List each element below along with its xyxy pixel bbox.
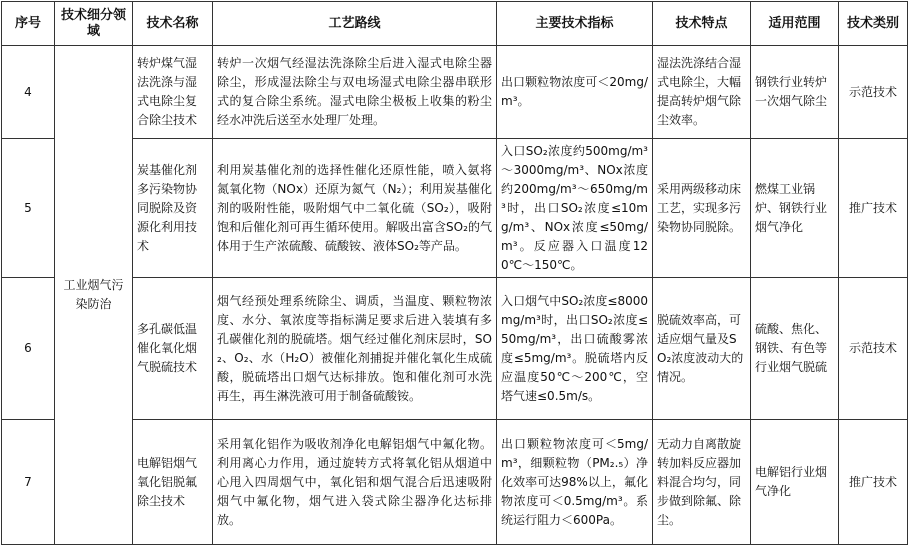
cell-seq: 7 <box>2 420 55 545</box>
table-row <box>2 139 908 278</box>
header-domain: 技术细分领域 <box>55 2 133 46</box>
technology-table <box>1 1 908 545</box>
cell-name: 炭基催化剂多污染物协同脱除及资源化利用技术 <box>133 139 213 278</box>
cell-indicators: 入口SO₂浓度约500mg/m³～3000mg/m³、NOx浓度约200mg/m³～650mg/m³时，出口SO₂浓度≤10mg/m³、NOx浓度≤50mg/m³。反应器入口温度120℃～150℃。 <box>497 139 653 278</box>
table-row <box>2 420 908 545</box>
cell-route: 利用炭基催化剂的选择性催化还原性能，喷入氨将氮氧化物（NOx）还原为氮气（N₂）；利用炭基催化剂的吸附性能，吸附烟气中二氧化硫（SO₂），吸附饱和后催化剂可再生循环使用。解吸出富含SO₂的气体用于生产浓硫酸、硫酸铵、液体SO₂等产品。 <box>213 139 497 278</box>
cell-scope: 电解铝行业烟气净化 <box>751 420 839 545</box>
cell-features: 采用两级移动床工艺，实现多污染物协同脱除。 <box>653 139 751 278</box>
cell-route: 转炉一次烟气经湿法洗涤除尘后进入湿式电除尘器除尘，形成湿法除尘与双电场湿式电除尘器串联形式的复合除尘系统。湿式电除尘极板上收集的粉尘经水冲洗后送至水处理厂处理。 <box>213 46 497 139</box>
header-indicators: 主要技术指标 <box>497 2 653 46</box>
cell-scope: 硫酸、焦化、钢铁、有色等行业烟气脱硫 <box>751 278 839 420</box>
cell-category: 推广技术 <box>839 420 908 545</box>
cell-name: 转炉煤气湿法洗涤与湿式电除尘复合除尘技术 <box>133 46 213 139</box>
header-seq: 序号 <box>2 2 55 46</box>
header-scope: 适用范围 <box>751 2 839 46</box>
cell-route: 烟气经预处理系统除尘、调质，当温度、颗粒物浓度、水分、氧浓度等指标满足要求后进入装填有多孔碳催化剂的脱硫塔。烟气经过催化剂床层时，SO₂、O₂、水（H₂O）被催化剂捕捉并催化氧化生成硫酸，脱硫塔出口烟气达标排放。饱和催化剂可水洗再生，再生淋洗液可用于制备硫酸铵。 <box>213 278 497 420</box>
cell-name: 多孔碳低温催化氧化烟气脱硫技术 <box>133 278 213 420</box>
cell-seq: 5 <box>2 139 55 278</box>
cell-features: 脱硫效率高，可适应烟气量及SO₂浓度波动大的情况。 <box>653 278 751 420</box>
cell-category: 示范技术 <box>839 278 908 420</box>
cell-seq: 6 <box>2 278 55 420</box>
cell-category: 推广技术 <box>839 139 908 278</box>
cell-indicators: 出口颗粒物浓度可＜5mg/m³，细颗粒物（PM₂.₅）净化效率可达98%以上，氟化物浓度可＜0.5mg/m³。系统运行阻力＜600Pa。 <box>497 420 653 545</box>
header-name: 技术名称 <box>133 2 213 46</box>
cell-indicators: 入口烟气中SO₂浓度≤8000mg/m³时，出口SO₂浓度≤50mg/m³，出口硫酸雾浓度≤5mg/m³。脱硫塔内反应温度50℃～200℃，空塔气速≤0.5m/s。 <box>497 278 653 420</box>
cell-features: 湿法洗涤结合湿式电除尘，大幅提高转炉烟气除尘效率。 <box>653 46 751 139</box>
header-features: 技术特点 <box>653 2 751 46</box>
cell-name: 电解铝烟气氧化铝脱氟除尘技术 <box>133 420 213 545</box>
cell-domain: 工业烟气污染防治 <box>55 46 133 545</box>
table-row <box>2 278 908 420</box>
cell-category: 示范技术 <box>839 46 908 139</box>
cell-scope: 钢铁行业转炉一次烟气除尘 <box>751 46 839 139</box>
cell-seq: 4 <box>2 46 55 139</box>
header-route: 工艺路线 <box>213 2 497 46</box>
cell-route: 采用氧化铝作为吸收剂净化电解铝烟气中氟化物。利用离心力作用，通过旋转方式将氧化铝从烟道中心甩入四周烟气中，氧化铝和烟气混合后迅速吸附烟气中氟化物，烟气进入袋式除尘器净化达标排放。 <box>213 420 497 545</box>
cell-scope: 燃煤工业锅炉、钢铁行业烟气净化 <box>751 139 839 278</box>
table-row <box>2 46 908 139</box>
cell-indicators: 出口颗粒物浓度可＜20mg/m³。 <box>497 46 653 139</box>
cell-features: 无动力自离散旋转加料反应器加料混合均匀，同步做到除氟、除尘。 <box>653 420 751 545</box>
header-row <box>2 2 908 46</box>
header-category: 技术类别 <box>839 2 908 46</box>
